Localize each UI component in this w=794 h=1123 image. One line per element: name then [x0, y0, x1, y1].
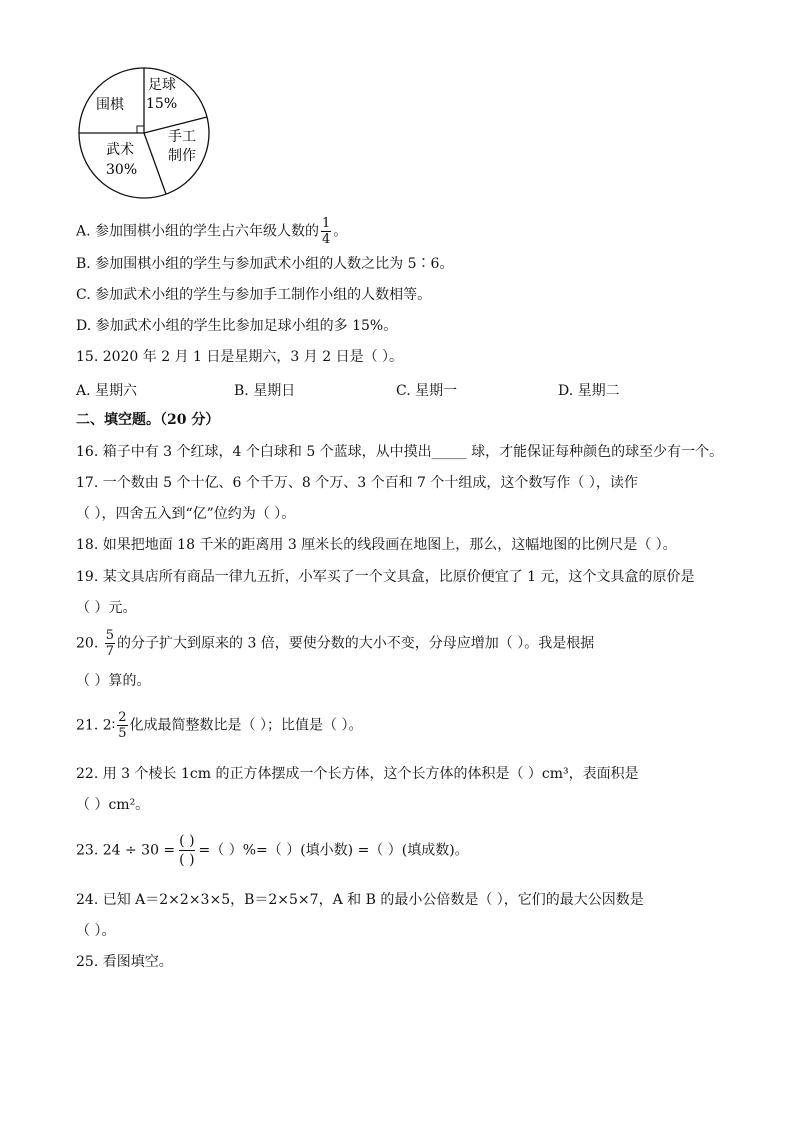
q22-line1: 22. 用 3 个棱长 1cm 的正方体摆成一个长方体，这个长方体的体积是（ ）cm³，表面积是: [76, 766, 639, 782]
q14-option-a-text: A. 参加围棋小组的学生占六年级人数的: [76, 223, 320, 240]
fraction-numerator: 2: [118, 710, 127, 725]
q16: 16. 箱子中有 3 个红球，4 个白球和 5 个蓝球，从中摸出_____ 球，才能保证每种颜色的球至少有一个。: [76, 444, 724, 460]
q20-number: 20.: [76, 635, 99, 652]
pie-label-weiqi: 围棋: [96, 97, 124, 113]
q14-option-b: B. 参加围棋小组的学生与参加武术小组的人数之比为 5∶6。: [76, 256, 454, 272]
q15-option-d: D. 星期二: [558, 383, 620, 399]
q25: 25. 看图填空。: [76, 954, 173, 970]
q22-line2: （ ）cm²。: [76, 797, 150, 813]
pie-divider-bottom: [144, 133, 166, 194]
q20-line1: [76, 628, 594, 659]
blank-numerator: ( ): [179, 833, 195, 849]
q19-line1: 19. 某文具店所有商品一律九五折，小军买了一个文具盒，比原价便宜了 1 元，这个文具盒的原价是: [76, 569, 695, 585]
pie-label-wushu-pct: 30%: [106, 162, 138, 178]
fraction-numerator: 5: [105, 628, 114, 643]
q24-line1: 24. 已知 A＝2×2×3×5，B＝2×5×7，A 和 B 的最小公倍数是（ ），它们的最大公因数是: [76, 892, 644, 908]
q21: [76, 710, 362, 741]
pie-label-zuqiu: 足球: [148, 77, 176, 93]
fraction-denominator: 7: [105, 644, 114, 659]
fraction-denominator: 5: [118, 726, 127, 741]
q14-option-a: [76, 216, 347, 247]
fraction-one-quarter: [321, 216, 331, 247]
q21-text: 化成最简整数比是（ ）；比值是（ ）。: [129, 717, 363, 734]
pie-label-shougong-2: 制作: [168, 148, 196, 164]
q24-line2: （ ）。: [76, 923, 116, 939]
q23-text: =（ ）%=（ ）(填小数) =（ ）(填成数)。: [198, 842, 469, 859]
q23: [76, 832, 469, 869]
q15-option-a: A. 星期六: [76, 383, 138, 399]
right-angle-marker: [137, 126, 144, 133]
pie-label-wushu: 武术: [106, 142, 134, 158]
fraction-five-sevenths: [105, 628, 115, 659]
q19-line2: （ ）元。: [76, 600, 137, 616]
fraction-numerator: 1: [322, 216, 331, 231]
section-title: 二、填空题。（20 分）: [76, 412, 220, 428]
q18: 18. 如果把地面 18 千米的距离用 3 厘米长的线段画在地图上，那么，这幅地图的比例尺是（ ）。: [76, 537, 677, 553]
fraction-denominator: 4: [322, 232, 331, 247]
pie-chart: [76, 65, 212, 201]
pie-label-zuqiu-pct: 15%: [146, 96, 178, 112]
q20-line2: （ ）算的。: [76, 673, 151, 689]
q14-option-a-end: 。: [333, 223, 348, 240]
fraction-two-fifths: [117, 710, 127, 741]
blank-fraction: [179, 832, 194, 869]
q20-text: 的分子扩大到原来的 3 倍，要使分数的大小不变，分母应增加（ ）。我是根据: [117, 635, 595, 652]
q23-number: 23. 24 ÷ 30 =: [76, 842, 176, 859]
q17-line1: 17. 一个数由 5 个十亿、6 个千万、8 个万、3 个百和 7 个十组成，这个数写作（ ），读作: [76, 475, 638, 491]
blank-denominator: ( ): [179, 852, 195, 868]
q15-option-b: B. 星期日: [234, 383, 296, 399]
q21-number: 21. 2∶: [76, 717, 116, 734]
q17-line2: （ ），四舍五入到“亿”位约为（ ）。: [76, 506, 296, 522]
q14-option-c: C. 参加武术小组的学生与参加手工制作小组的人数相等。: [76, 287, 432, 303]
q15-stem: 15. 2020 年 2 月 1 日是星期六，3 月 2 日是（ ）。: [76, 349, 404, 365]
q14-option-d: D. 参加武术小组的学生比参加足球小组的多 15%。: [76, 318, 398, 334]
pie-label-shougong-1: 手工: [168, 129, 196, 145]
q15-option-c: C. 星期一: [396, 383, 458, 399]
